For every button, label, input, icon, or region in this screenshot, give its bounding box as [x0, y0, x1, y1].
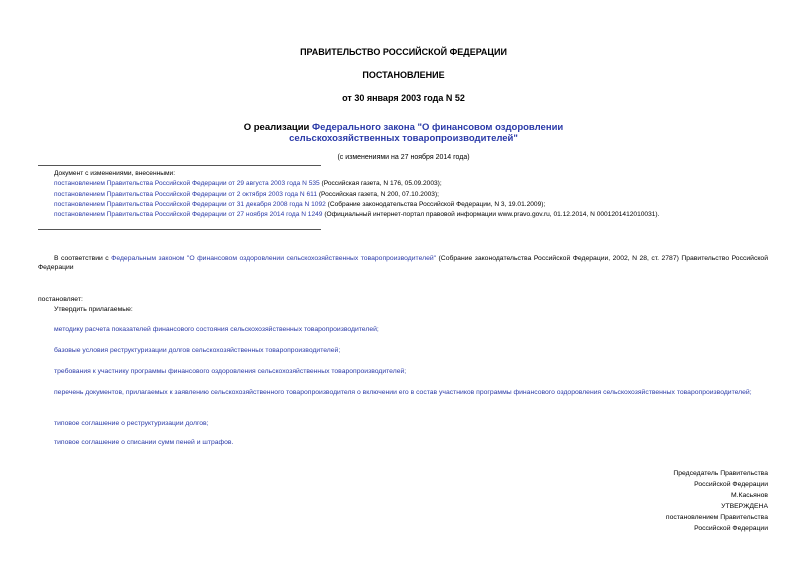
signature-line: М.Касьянов: [730, 492, 768, 499]
change-source: (Российская газета, N 200, 07.10.2003);: [317, 190, 439, 198]
preamble-start: В соответствии с: [54, 255, 112, 262]
change-source: (Официальный интернет-портал правовой информации www.pravo.gov.ru, 01.12.2014, N 0001201412010031).: [322, 211, 660, 219]
change-link[interactable]: постановлением Правительства Российской Федерации от 2 октября 2003 года N 611: [54, 190, 317, 198]
signature-line: Российской Федерации: [694, 525, 768, 532]
document-date-number: от 30 января 2003 года N 52: [342, 93, 465, 103]
signature-line: Председатель Правительства: [673, 470, 768, 477]
approved-item[interactable]: типовое соглашение о реструктуризации долгов;: [54, 420, 209, 427]
approved-item[interactable]: типовое соглашение о списании сумм пеней и штрафов.: [54, 439, 234, 446]
change-item: [54, 190, 659, 200]
approved-item[interactable]: перечень документов, прилагаемых к заявлению сельскохозяйственного товаропроизводителя о включении его в состав участников программы финансового оздоровления сельскохозяйственных товаропроизводителей;: [54, 389, 752, 396]
change-item: [54, 179, 659, 189]
signature-line: Российской Федерации: [694, 481, 768, 488]
government-heading: ПРАВИТЕЛЬСТВО РОССИЙСКОЙ ФЕДЕРАЦИИ: [300, 47, 507, 57]
signature-line: постановлением Правительства: [665, 514, 768, 521]
changes-block: [54, 169, 659, 220]
preamble-paragraph: [38, 254, 768, 272]
change-link[interactable]: постановлением Правительства Российской Федерации от 29 августа 2003 года N 535: [54, 180, 320, 188]
preamble-end: (Собрание законодательства Российской Федерации, 2002, N 28, ст. 2787) Правительство Российской Федерации: [38, 255, 769, 271]
change-source: (Собрание законодательства Российской Федерации, N 3, 19.01.2009);: [325, 200, 546, 208]
signature-block: [666, 468, 768, 534]
signature-line: УТВЕРЖДЕНА: [721, 503, 768, 510]
top-divider: [38, 165, 321, 166]
preamble-law-link[interactable]: Федеральным законом "О финансовом оздоровлении сельскохозяйственных товаропроизводителей": [111, 255, 437, 262]
change-item: [54, 200, 659, 210]
approve-text: Утвердить прилагаемые:: [54, 306, 133, 313]
changes-intro: Документ с изменениями, внесенными:: [54, 170, 176, 177]
edition-note: (с изменениями на 27 ноября 2014 года): [337, 154, 470, 161]
change-link[interactable]: постановлением Правительства Российской Федерации от 27 ноября 2014 года N 1249: [54, 211, 323, 219]
document-type: ПОСТАНОВЛЕНИЕ: [362, 70, 445, 80]
approved-item[interactable]: методику расчета показателей финансового состояния сельскохозяйственных товаропроизводителей;: [54, 326, 379, 333]
approved-item[interactable]: базовые условия реструктуризации долгов сельскохозяйственных товаропроизводителей;: [54, 347, 341, 354]
approved-item[interactable]: требования к участнику программы финансового оздоровления сельскохозяйственных товаропроизводителей;: [54, 368, 407, 375]
title-law-link[interactable]: Федерального закона "О финансовом оздоровлении: [312, 122, 564, 133]
bottom-divider: [38, 229, 321, 230]
title-law-link-cont[interactable]: сельскохозяйственных товаропроизводителей": [289, 133, 518, 144]
change-source: (Российская газета, N 176, 05.09.2003);: [319, 180, 442, 188]
title-prefix: О реализации: [243, 122, 313, 133]
document-title: [200, 122, 607, 144]
resolves-text: постановляет:: [38, 296, 83, 303]
change-link[interactable]: постановлением Правительства Российской Федерации от 31 декабря 2008 года N 1092: [54, 200, 326, 208]
change-item: [54, 210, 659, 220]
